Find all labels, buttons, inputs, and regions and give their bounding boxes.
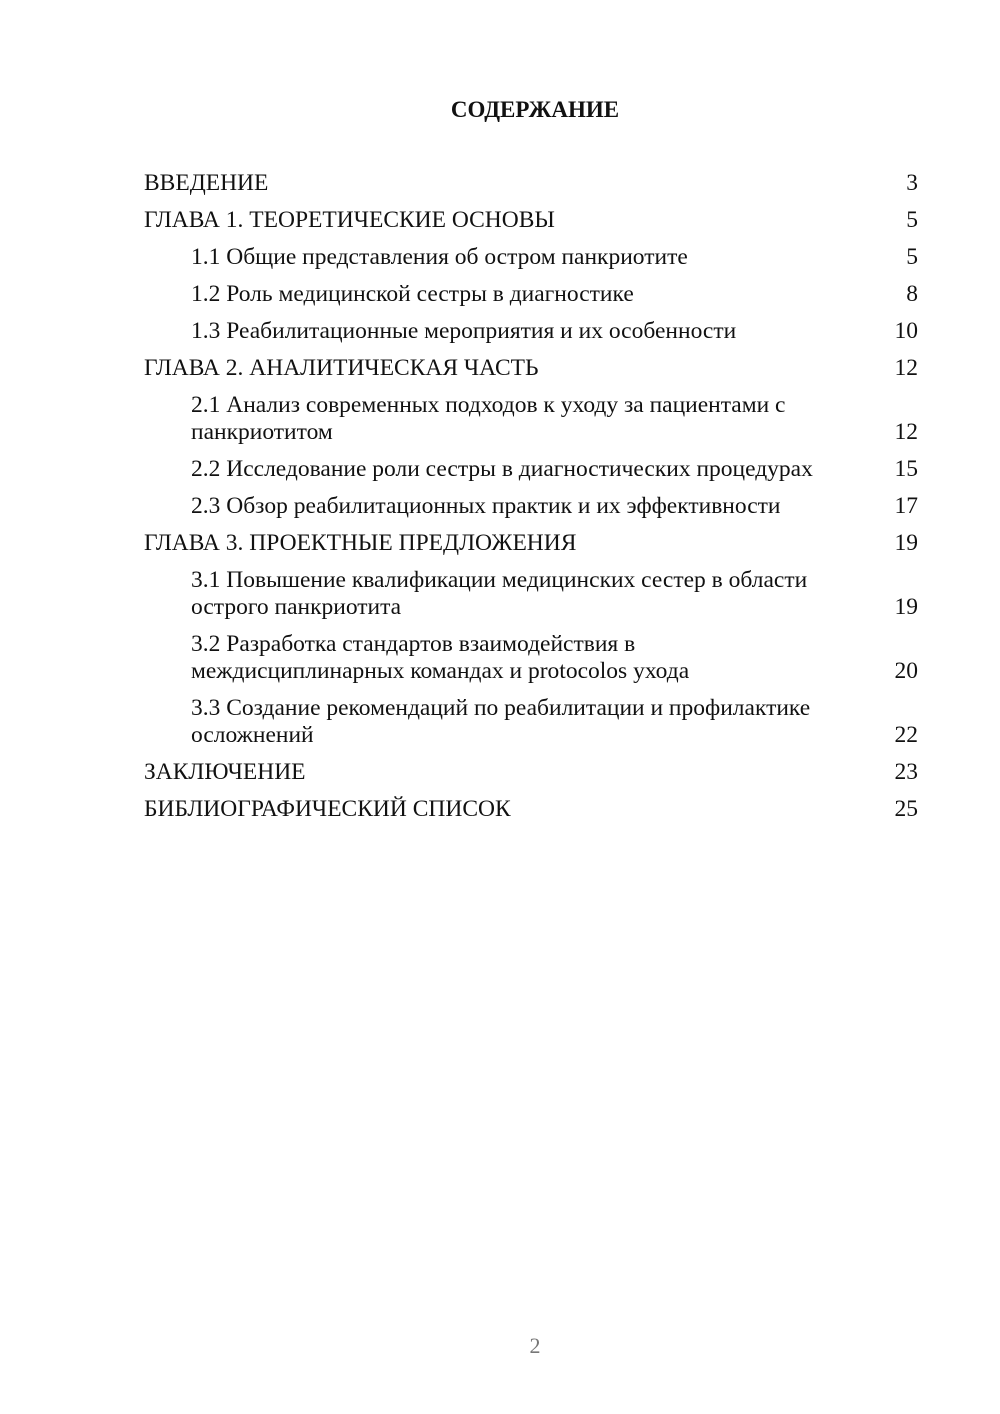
toc-entry-section-3-2[interactable] [144, 631, 918, 685]
toc-entry-label: 3.3 Создание рекомендаций по реабилитации и профилактике осложнений [191, 695, 811, 748]
toc-entry-conclusion[interactable] [144, 759, 918, 786]
toc-entry-label: 3.2 Разработка стандартов взаимодействия в междисциплинарных командах и protocolos ухода [191, 631, 690, 684]
toc-entry-label: 1.3 Реабилитационные мероприятия и их особенности [191, 318, 737, 344]
toc-entry-label: ГЛАВА 1. ТЕОРЕТИЧЕСКИЕ ОСНОВЫ [144, 207, 555, 233]
toc-entry-page: 17 [894, 493, 918, 519]
toc-entry-label: ВВЕДЕНИЕ [144, 170, 269, 196]
page-number: 2 [529, 1333, 541, 1358]
toc-entry-introduction[interactable] [144, 170, 918, 197]
toc-entry-label: ГЛАВА 2. АНАЛИТИЧЕСКАЯ ЧАСТЬ [144, 355, 539, 381]
toc-entry-chapter-1[interactable] [144, 207, 918, 234]
toc-entry-page: 20 [894, 658, 918, 684]
toc-entry-page: 19 [894, 530, 918, 556]
toc-entry-section-3-1[interactable] [144, 567, 918, 621]
toc-entry-chapter-3[interactable] [144, 530, 918, 557]
toc-entry-section-3-3[interactable] [144, 695, 918, 749]
toc-entry-chapter-2[interactable] [144, 355, 918, 382]
toc-entry-label: 1.2 Роль медицинской сестры в диагностике [191, 281, 634, 307]
toc-entry-label: 1.1 Общие представления об остром панкриотите [191, 244, 688, 270]
toc-entry-section-2-2[interactable] [144, 456, 918, 483]
toc-entry-section-1-2[interactable] [144, 281, 918, 308]
toc-entry-page: 5 [906, 207, 918, 233]
toc-entry-bibliography[interactable] [144, 796, 918, 823]
toc-entry-page: 19 [894, 594, 918, 620]
toc-entry-page: 12 [894, 355, 918, 381]
toc-entry-page: 25 [894, 796, 918, 822]
toc-entry-label: БИБЛИОГРАФИЧЕСКИЙ СПИСОК [144, 796, 511, 822]
toc-entry-label: ЗАКЛЮЧЕНИЕ [144, 759, 306, 785]
table-of-contents [144, 170, 918, 833]
toc-entry-page: 15 [894, 456, 918, 482]
toc-entry-page: 8 [906, 281, 918, 307]
toc-entry-section-2-3[interactable] [144, 493, 918, 520]
toc-entry-page: 3 [906, 170, 918, 196]
toc-entry-page: 23 [894, 759, 918, 785]
toc-entry-page: 10 [894, 318, 918, 344]
toc-entry-section-1-1[interactable] [144, 244, 918, 271]
toc-entry-label: ГЛАВА 3. ПРОЕКТНЫЕ ПРЕДЛОЖЕНИЯ [144, 530, 577, 556]
toc-entry-label: 2.3 Обзор реабилитационных практик и их эффективности [191, 493, 781, 519]
toc-entry-page: 12 [894, 419, 918, 445]
toc-entry-label: 2.2 Исследование роли сестры в диагностических процедурах [191, 456, 813, 482]
toc-entry-page: 5 [906, 244, 918, 270]
toc-entry-label: 3.1 Повышение квалификации медицинских сестер в области острого панкриотита [191, 567, 808, 620]
toc-entry-section-2-1[interactable] [144, 392, 918, 446]
toc-entry-label: 2.1 Анализ современных подходов к уходу за пациентами с панкриотитом [191, 392, 786, 445]
page-title: СОДЕРЖАНИЕ [450, 97, 620, 122]
toc-entry-page: 22 [894, 722, 918, 748]
toc-entry-section-1-3[interactable] [144, 318, 918, 345]
